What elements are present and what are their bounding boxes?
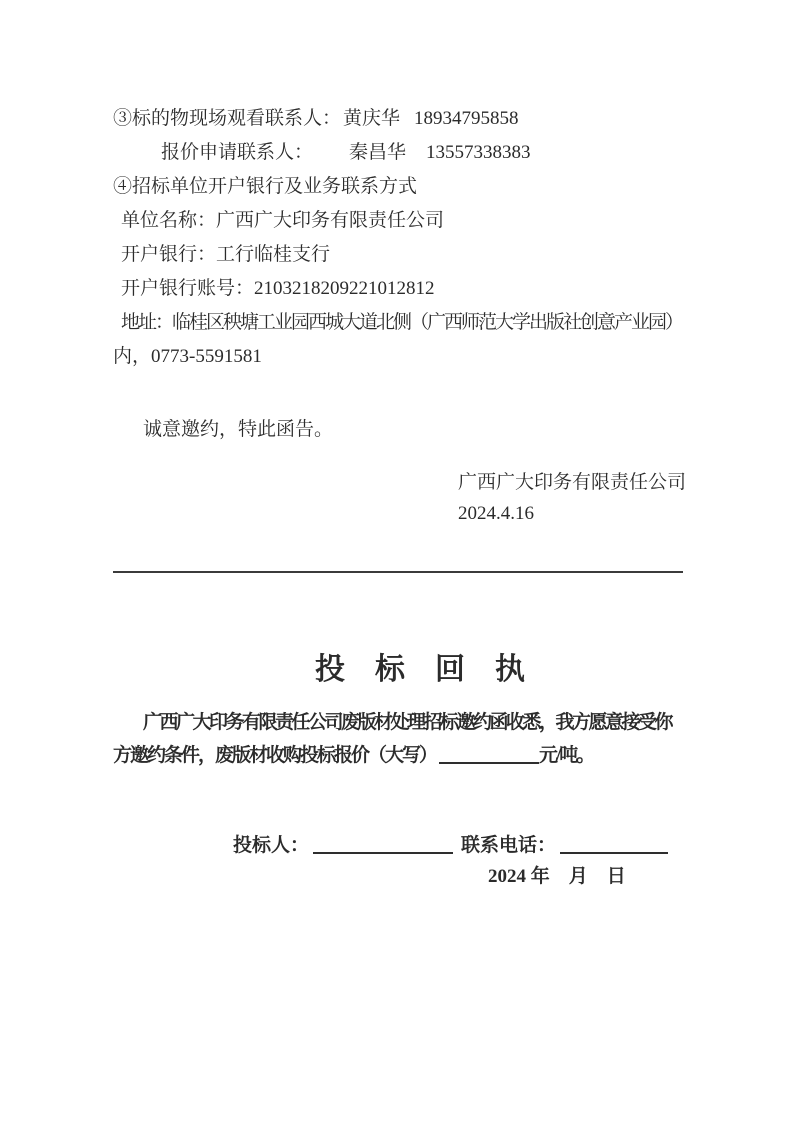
quote-request-contact-line — [113, 136, 683, 170]
quote-request-contact-phone: 13557338383 — [426, 142, 531, 163]
closing-sentence: 诚意邀约，特此函告。 — [143, 419, 334, 440]
reply-paragraph-line-1: 广西广大印务有限责任公司废版材处理招标邀约函收悉，我方愿意接受你 — [143, 712, 672, 733]
price-suffix-text: 元/吨。 — [539, 745, 594, 766]
site-view-contact-line — [113, 102, 683, 136]
phone-fill-in-blank — [560, 836, 668, 854]
reply-paragraph — [113, 706, 683, 772]
site-view-contact-label: ③标的物现场观看联系人： — [113, 108, 342, 129]
price-fill-in-blank — [439, 746, 539, 764]
bank-section-heading: ④招标单位开户银行及业务联系方式 — [113, 176, 418, 197]
site-view-contact-phone: 18934795858 — [414, 108, 519, 129]
invitation-signature-block — [458, 467, 687, 529]
phone-label: 联系电话： — [461, 835, 557, 856]
address-line-1: 地址：临桂区秧塘工业园西城大道北侧（广西师范大学出版社创意产业园） — [121, 312, 683, 333]
price-prefix-text: 方邀约条件，废版材收购投标报价（大写） — [113, 745, 437, 766]
reply-date-line: 2024 年 月 日 — [488, 866, 626, 887]
reply-paragraph-line-2 — [113, 739, 683, 772]
signature-company: 广西广大印务有限责任公司 — [458, 472, 687, 493]
signature-date: 2024.4.16 — [458, 503, 534, 524]
quote-request-contact-label: 报价申请联系人： — [161, 142, 314, 163]
bidder-label: 投标人： — [233, 835, 310, 856]
quote-request-contact-name: 秦昌华 — [349, 142, 407, 163]
bidder-fill-in-blank — [313, 836, 453, 854]
bank-account-line: 开户银行账号：2103218209221012812 — [121, 278, 435, 299]
reply-signature-row — [233, 829, 683, 862]
site-view-contact-name: 黄庆华 — [343, 108, 401, 129]
address-line-2: 内，0773-5591581 — [113, 346, 262, 367]
bank-name-line: 开户银行：工行临桂支行 — [121, 244, 331, 265]
section-divider-line — [113, 571, 683, 573]
reply-title: 投 标 回 执 — [315, 653, 525, 686]
company-name-line: 单位名称：广西广大印务有限责任公司 — [121, 210, 445, 231]
